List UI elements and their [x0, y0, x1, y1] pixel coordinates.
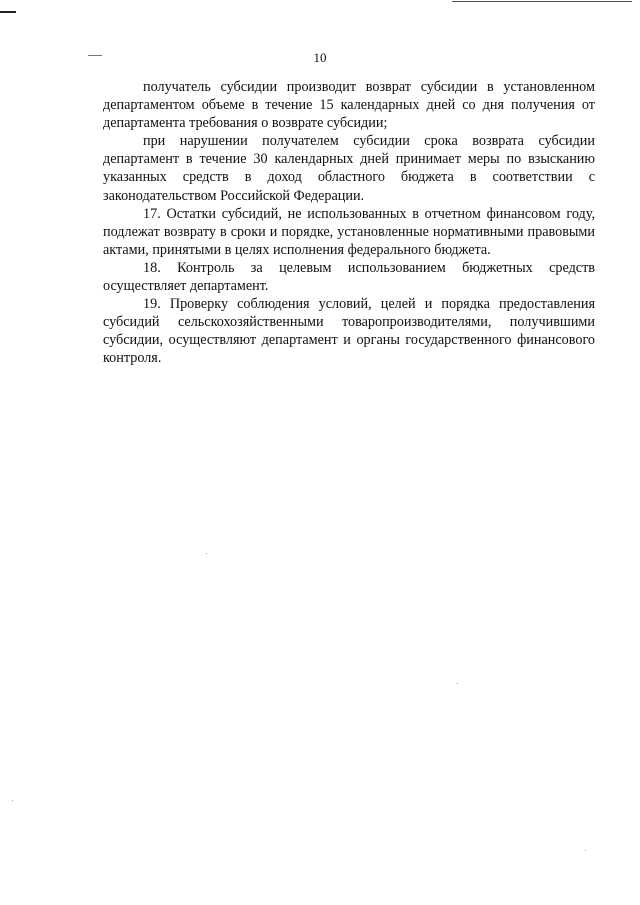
- paragraph: получатель субсидии производит возврат субсидии в установленном департаментом объеме в течение 15 календарных дней со дня получения от департамента требования о возврате субсидии;: [103, 79, 595, 132]
- scan-speck: [12, 800, 13, 801]
- page-number: 10: [313, 50, 327, 65]
- scan-speck: [206, 553, 207, 554]
- scan-artifact: [0, 11, 16, 13]
- scan-speck: [457, 683, 458, 684]
- paragraph: 17. Остатки субсидий, не использованных в отчетном финансовом году, подлежат возврату в сроки и порядке, установленные нормативными правовыми актами, принятыми в целях исполнения федерального бюджета.: [103, 205, 595, 258]
- scan-speck: [585, 850, 586, 851]
- scan-artifact: [452, 1, 632, 2]
- paragraph: 19. Проверку соблюдения условий, целей и порядка предоставления субсидий сельскохозяйственными товаропроизводителями, получившими субсидии, осуществляют департамент и органы государственного финансового контроля.: [103, 296, 595, 367]
- document-body: [103, 78, 595, 368]
- paragraph: при нарушении получателем субсидии срока возврата субсидии департамент в течение 30 календарных дней принимает меры по взысканию указанных средств в доход областного бюджета в соответствии с законодательством Российской Федерации.: [103, 133, 595, 204]
- paragraph: 18. Контроль за целевым использованием бюджетных средств осуществляет департамент.: [103, 259, 595, 295]
